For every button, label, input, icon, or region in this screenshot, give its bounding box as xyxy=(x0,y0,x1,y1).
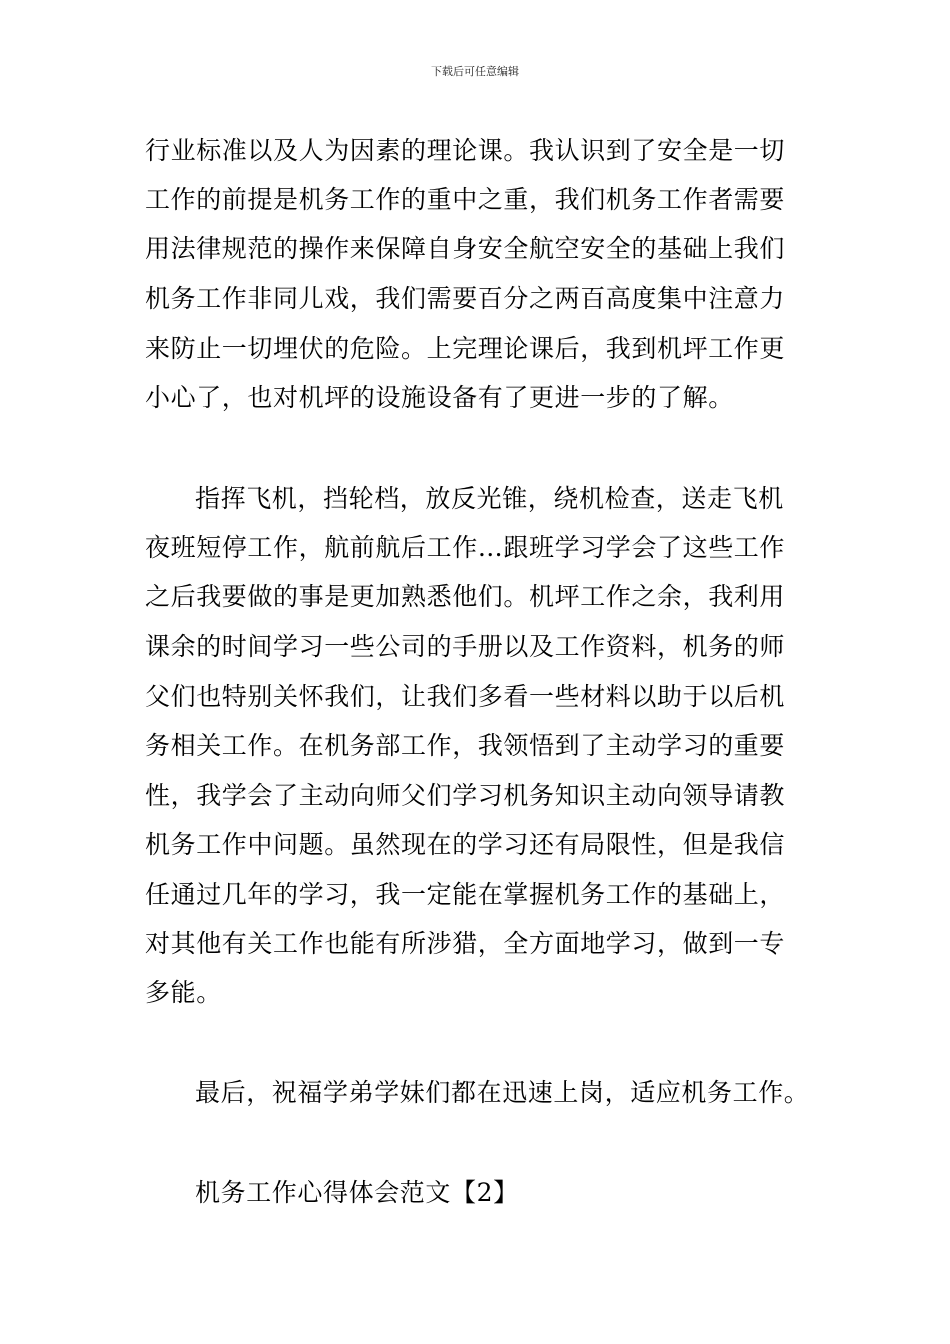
paragraph-line: 用法律规范的操作来保障自身安全航空安全的基础上我们 xyxy=(145,234,786,263)
paragraph-line: 父们也特别关怀我们，让我们多看一些材料以助于以后机 xyxy=(145,682,786,711)
paragraph-line: 指挥飞机，挡轮档，放反光锥，绕机检查，送走飞机 xyxy=(195,484,784,513)
paragraph-line: 之后我要做的事是更加熟悉他们。机坪工作之余，我利用 xyxy=(145,582,786,611)
paragraph-line: 务相关工作。在机务部工作，我领悟到了主动学习的重要 xyxy=(145,731,786,760)
paragraph-line: 机务工作非同儿戏，我们需要百分之两百高度集中注意力 xyxy=(145,284,786,313)
paragraph-line: 机务工作中问题。虽然现在的学习还有局限性，但是我信 xyxy=(145,830,786,859)
paragraph-line: 工作的前提是机务工作的重中之重，我们机务工作者需要 xyxy=(145,185,786,214)
paragraph-line: 任通过几年的学习，我一定能在掌握机务工作的基础上， xyxy=(145,880,786,909)
paragraph-line: 夜班短停工作，航前航后工作…跟班学习学会了这些工作 xyxy=(145,533,786,562)
section-title: 机务工作心得体会范文【2】 xyxy=(195,1178,519,1207)
paragraph-line: 课余的时间学习一些公司的手册以及工作资料，机务的师 xyxy=(145,632,786,661)
paragraph-line: 性，我学会了主动向师父们学习机务知识主动向领导请教 xyxy=(145,781,786,810)
paragraph-line: 行业标准以及人为因素的理论课。我认识到了安全是一切 xyxy=(145,136,786,165)
page-header: 下载后可任意编辑 xyxy=(431,65,519,78)
paragraph-line: 最后，祝福学弟学妹们都在迅速上岗，适应机务工作。 xyxy=(195,1078,810,1107)
paragraph-line: 来防止一切埋伏的危险。上完理论课后，我到机坪工作更 xyxy=(145,334,786,363)
paragraph-line: 小心了，也对机坪的设施设备有了更进一步的了解。 xyxy=(145,383,734,412)
paragraph-line: 多能。 xyxy=(145,978,222,1007)
paragraph-line: 对其他有关工作也能有所涉猎，全方面地学习，做到一专 xyxy=(145,929,786,958)
